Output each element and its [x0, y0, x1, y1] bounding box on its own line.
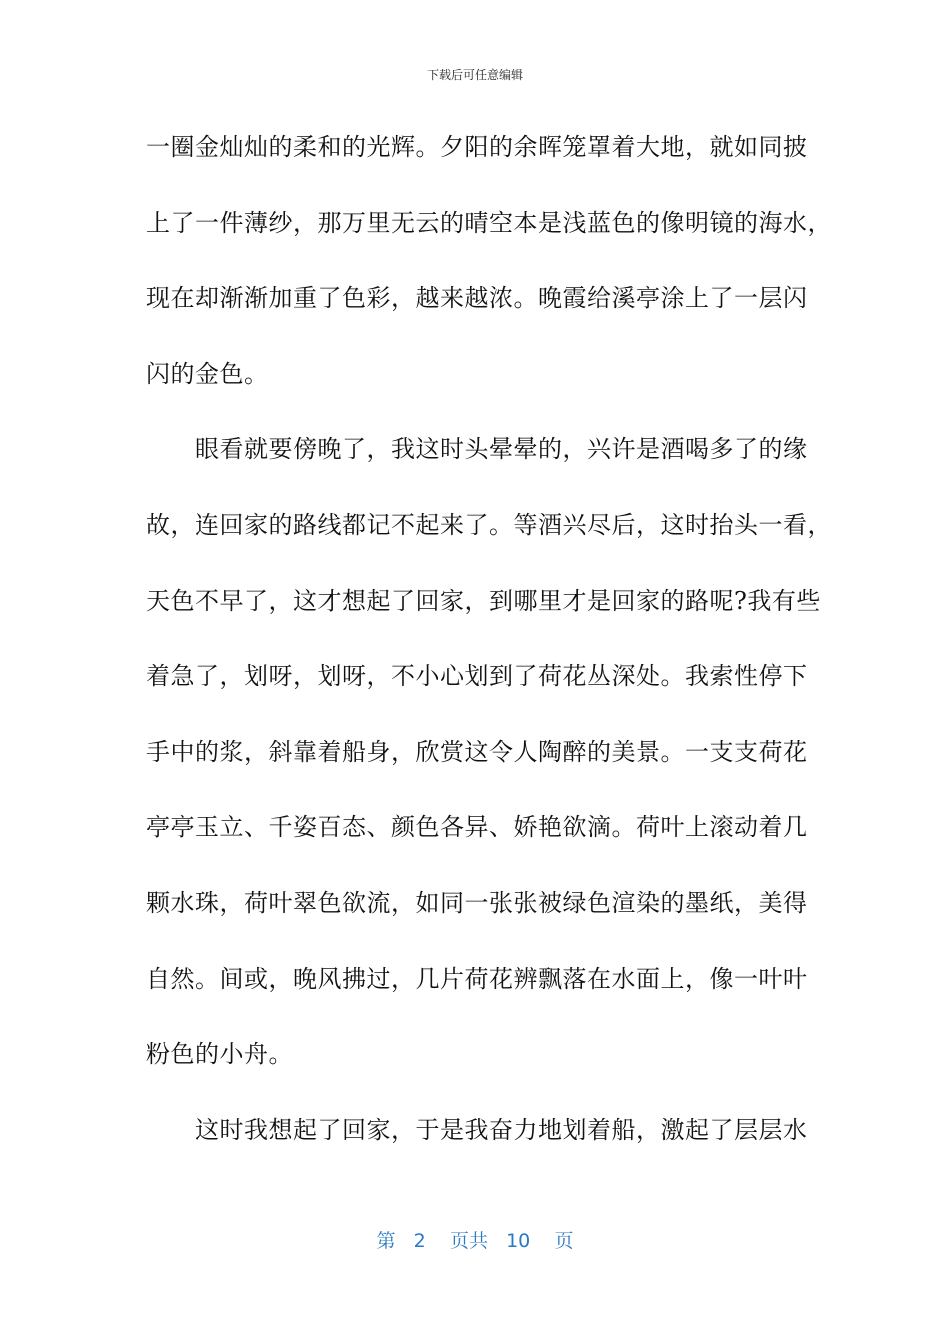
footer-prefix: 第: [376, 1230, 396, 1252]
text-line: 故，连回家的路线都记不起来了。等酒兴尽后，这时抬头一看，: [146, 510, 832, 539]
text-line: 自然。间或，晚风拂过，几片荷花辨飘落在水面上，像一叶叶: [146, 964, 808, 993]
document-body: [146, 127, 832, 1185]
text-line: 亭亭玉立、千姿百态、颜色各异、娇艳欲滴。荷叶上滚动着几: [146, 813, 808, 842]
total-pages-number: 10: [506, 1230, 531, 1252]
text-line: 一圈金灿灿的柔和的光辉。夕阳的余晖笼罩着大地，就如同披: [146, 133, 808, 161]
footer-suffix: 页: [554, 1230, 574, 1252]
text-line: 眼看就要傍晚了，我这时头晕晕的，兴许是酒喝多了的缘: [146, 435, 808, 464]
text-line: 天色不早了，这才想起了回家，到哪里才是回家的路呢?我有些: [146, 586, 821, 615]
footer-middle: 页共: [449, 1230, 488, 1252]
text-line: 这时我想起了回家，于是我奋力地划着船，激起了层层水: [146, 1115, 808, 1144]
text-line: 着急了，划呀，划呀，不小心划到了荷花丛深处。我索性停下: [146, 662, 808, 691]
text-line: 手中的浆，斜靠着船身，欣赏这令人陶醉的美景。一支支荷花: [146, 737, 808, 766]
page-footer: [0, 1226, 950, 1253]
text-line: 闪的金色。: [146, 359, 269, 388]
text-line: 粉色的小舟。: [146, 1040, 293, 1069]
text-line: 颗水珠，荷叶翠色欲流，如同一张张被绿色渲染的墨纸，美得: [146, 888, 808, 917]
page-header: 下载后可任意编辑: [426, 68, 523, 82]
text-line: 上了一件薄纱，那万里无云的晴空本是浅蓝色的像明镜的海水，: [146, 208, 832, 237]
current-page-number: 2: [413, 1230, 426, 1252]
text-line: 现在却渐渐加重了色彩，越来越浓。晚霞给溪亭涂上了一层闪: [146, 284, 808, 313]
